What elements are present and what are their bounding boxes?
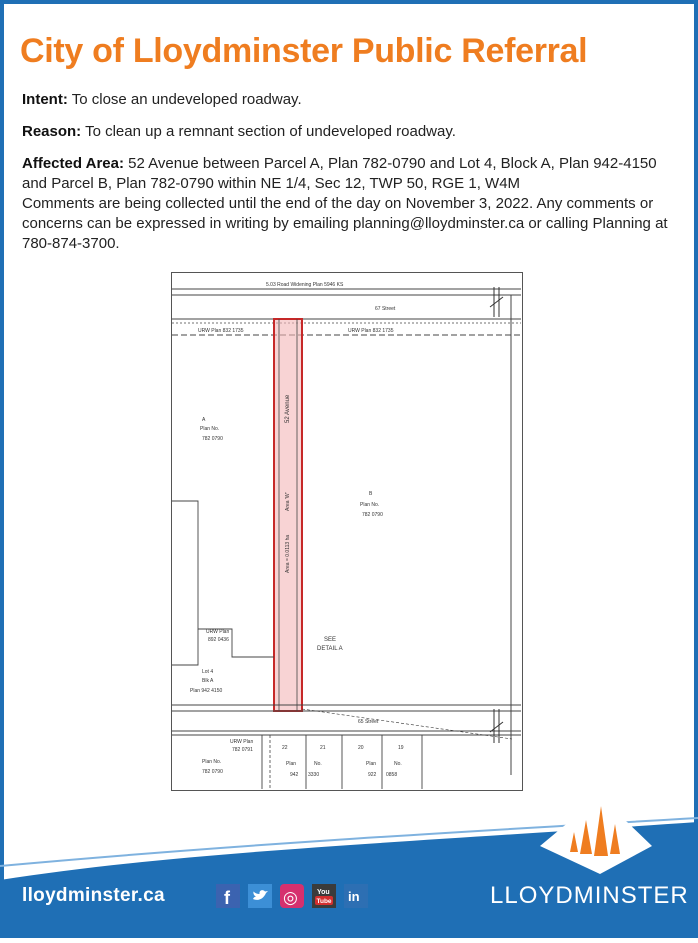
svg-text:in: in	[348, 889, 360, 904]
urw-right-label: URW Plan 832 1735	[348, 328, 394, 334]
street-65-label: 65 Street	[358, 719, 379, 725]
break-symbol	[490, 709, 503, 743]
reason-label: Reason:	[22, 123, 82, 140]
closure-area	[274, 319, 302, 711]
affected-area-text: 52 Avenue between Parcel A, Plan 782-0790 and Lot 4, Block A, Plan 942-4150 and Parcel B, Plan 782-0790 within NE 1/4, Sec 12, TWP 50, RGE 1, W4M	[22, 155, 657, 192]
parcel-a-plan: Plan No.	[200, 426, 220, 432]
svg-text:f: f	[224, 888, 230, 908]
street-67-label: 67 Street	[375, 306, 396, 312]
svg-text:◎: ◎	[283, 888, 298, 908]
intent-text: To close an undeveloped roadway.	[71, 91, 302, 108]
plan-942-plan: Plan	[286, 761, 297, 767]
bottom-urw-number: 782 0791	[232, 747, 253, 753]
linkedin-icon[interactable]	[344, 884, 368, 908]
lot4-block: Blk A	[202, 678, 214, 684]
urw-plan-mid-number: 892 0436	[208, 637, 229, 643]
parcel-b-number: 782 0790	[362, 512, 383, 518]
affected-area-label: Affected Area:	[22, 155, 124, 172]
lloydminster-logo-mark	[540, 796, 652, 879]
plan-942-number: 942	[290, 772, 299, 778]
svg-text:You: You	[317, 889, 330, 896]
lot4-plan: Plan 942 4150	[190, 688, 223, 694]
lot-22: 22	[282, 745, 288, 751]
plan-922-plan: Plan	[366, 761, 377, 767]
detail-a-label: DETAIL A	[317, 646, 343, 652]
see-label: SEE	[324, 637, 337, 643]
reason-text: To clean up a remnant section of undeveloped roadway.	[85, 123, 456, 140]
parcel-b-plan: Plan No.	[360, 502, 380, 508]
urw-plan-mid-label: URW Plan	[206, 629, 230, 635]
page-title: City of Lloydminster Public Referral	[20, 32, 588, 70]
bottom-urw-label: URW Plan	[230, 739, 254, 745]
parcel-a-label: A	[202, 417, 206, 423]
lot-20: 20	[358, 745, 364, 751]
referral-details	[22, 90, 682, 266]
bottom-plan-left-label: Plan No.	[202, 759, 222, 765]
plan-922-no: No.	[394, 761, 402, 767]
survey-plan-map	[171, 272, 523, 791]
plan-942-no: No.	[314, 761, 322, 767]
svg-text:Tube: Tube	[316, 898, 332, 905]
website-link[interactable]: lloydminster.ca	[22, 885, 165, 906]
lot4-label: Lot 4	[202, 669, 214, 675]
twitter-icon[interactable]	[248, 884, 272, 908]
intent-paragraph	[22, 90, 682, 110]
plan-922-number: 922	[368, 772, 377, 778]
affected-area-paragraph	[22, 154, 682, 194]
comments-paragraph: Comments are being collected until the end of the day on November 3, 2022. Any comments or concerns can be expressed in writing by emailing planning@lloydminster.ca or calling Planning at 780-874-3700.	[22, 195, 668, 252]
intent-label: Intent:	[22, 91, 68, 108]
road-widening-label: 5.03 Road Widening Plan 5946 KS	[266, 282, 344, 288]
plan-942-suffix: 3330	[308, 772, 320, 778]
lot-19: 19	[398, 745, 404, 751]
urw-left-label: URW Plan 832 1735	[198, 328, 244, 334]
brand-wordmark: LLOYDMINSTER	[490, 882, 689, 909]
avenue-label: 52 Avenue	[285, 394, 291, 423]
area-w-label: Area 'W'	[285, 492, 291, 511]
bottom-plan-left-number: 782 0790	[202, 769, 223, 775]
parcel-a-number: 782 0790	[202, 436, 223, 442]
youtube-icon[interactable]	[312, 884, 336, 908]
break-symbol	[490, 287, 503, 317]
parcel-b-label: B	[369, 491, 373, 497]
area-ha-label: Area = 0.0113 ha	[285, 534, 291, 573]
plan-922-suffix: 0858	[386, 772, 398, 778]
parcel-boundary	[172, 629, 198, 665]
lot-21: 21	[320, 745, 326, 751]
instagram-icon[interactable]	[280, 884, 304, 908]
reason-paragraph	[22, 122, 682, 142]
facebook-icon[interactable]	[216, 884, 240, 908]
